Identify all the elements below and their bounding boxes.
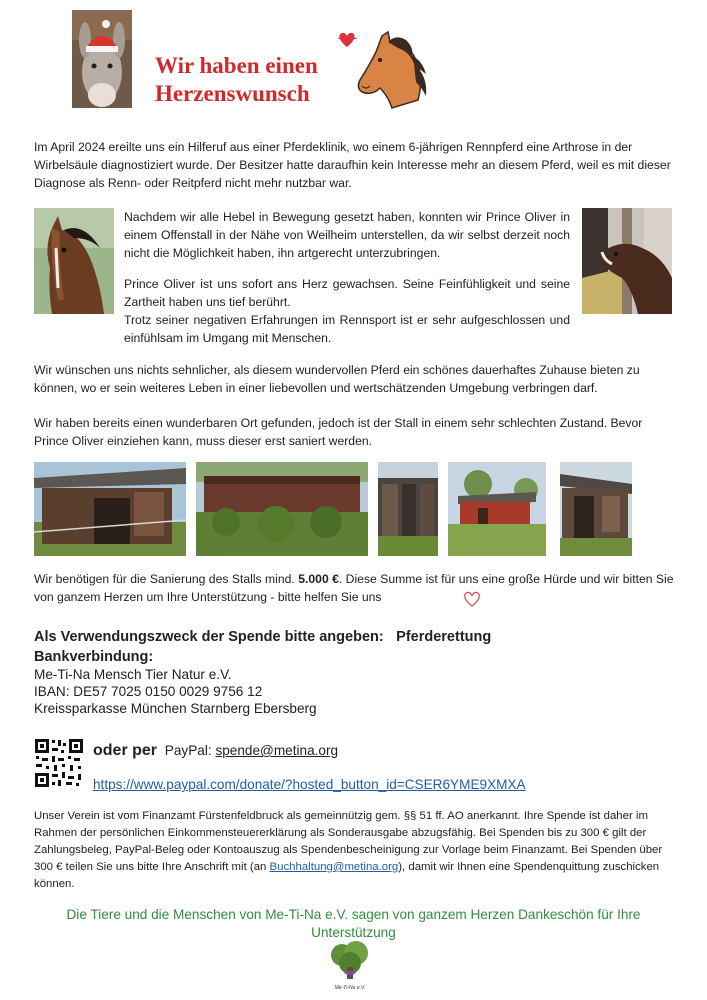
or-label: oder per — [93, 742, 158, 759]
intro-paragraph: Im April 2024 ereilte uns ein Hilferuf aus einer Pferdeklinik, wo einem 6-jährigen Rennpferd eine Arthrose in der Wirbelsäule diagnostiziert wurde. Der Besitzer hatte daraufhin kein Interesse mehr an diesem Pferd, weil es mit dieser Diagnose als Renn- oder Reitpferd nicht mehr nutzbar war. — [34, 140, 671, 190]
qr-code-icon[interactable] — [34, 738, 84, 788]
donkey-photo — [72, 10, 132, 108]
bank-iban: IBAN: DE57 7025 0150 0029 9756 12 — [34, 684, 263, 699]
thanks-text: Die Tiere und die Menschen von Me-Ti-Na e.V. sagen von ganzem Herzen Dankeschön für Ihre Unterstützung — [66, 907, 641, 940]
wish-paragraph: Wir wünschen uns nichts sehnlicher, als diesem wundervollen Pferd ein schönes dauerhaftes Zuhause bieten zu können, wo er sein weiteres Leben in einer liebevollen und wertschätzenden Umgebung verbringen darf. — [34, 363, 640, 395]
title-line-1: Wir haben einen — [155, 53, 318, 78]
purpose-value: Pferderettung — [396, 629, 492, 645]
stable-photo-5 — [560, 462, 632, 556]
stable-photo-1 — [34, 462, 186, 556]
middle-paragraph-1: Nachdem wir alle Hebel in Bewegung gesetzt haben, konnten wir Prince Oliver in einem Offenstall in der Nähe von Weilheim unterstellen, da wir selbst derzeit noch nicht die Möglichkeit haben, ihn artgerecht unterzubringen. — [124, 210, 570, 260]
tax-paragraph — [34, 808, 679, 893]
place-paragraph: Wir haben bereits einen wunderbaren Ort gefunden, jedoch ist der Stall in einem sehr schlechten Zustand. Bevor Prince Oliver einziehen kann, muss dieser erst saniert werden. — [34, 416, 643, 448]
tax-text-after: ), damit wir Ihnen eine Spendenquittung zuschicken können. — [34, 861, 660, 890]
bank-details — [34, 649, 317, 717]
paypal-email-link[interactable]: spende@metina.org — [215, 743, 339, 758]
title-line-2: Herzenswunsch — [155, 81, 310, 106]
heart-outline-icon — [462, 590, 482, 608]
donation-purpose — [34, 628, 674, 646]
stable-photo-3 — [378, 462, 438, 556]
logo-tree-icon — [326, 941, 374, 991]
paypal-line — [93, 742, 338, 760]
stable-photo-4 — [448, 462, 546, 556]
paypal-url-link[interactable]: https://www.paypal.com/donate/?hosted_button_id=CSER6YME9XMXA — [93, 777, 526, 792]
need-paragraph — [34, 570, 679, 606]
horse-photo-right — [582, 208, 672, 314]
middle-paragraph-2a: Prince Oliver ist uns sofort ans Herz gewachsen. Seine Feinfühligkeit und seine Zartheit haben uns tief berührt. — [124, 277, 570, 309]
bank-name: Kreissparkasse München Starnberg Ebersberg — [34, 701, 317, 716]
middle-paragraph-2b: Trotz seiner negativen Erfahrungen im Rennsport ist er sehr aufgeschlossen und einfühlsam im Umgang mit Menschen. — [124, 313, 570, 345]
horse-drawing-icon — [352, 30, 438, 114]
need-amount: 5.000 € — [298, 572, 339, 586]
need-text-after: . Diese Summe ist für uns eine große Hürde und wir bitten Sie von ganzem Herzen um Ihre Unterstützung - bitte helfen Sie uns — [34, 572, 674, 604]
need-text-before: Wir benötigen für die Sanierung des Stalls mind. — [34, 572, 299, 586]
logo-text: Me-Ti-Na e.V. — [334, 985, 366, 991]
paypal-label: PayPal: — [164, 743, 212, 758]
tax-text-before: Unser Verein ist vom Finanzamt Fürstenfeldbruck als gemeinnützig gem. §§ 51 ff. AO anerkannt. Ihre Spende ist daher im Rahmen der persönlichen Einkommensteuererklärung als Sonderausgabe abzugsfähig. Bei Spenden bis zu 300 € gilt der Zahlungsbeleg, PayPal-Beleg oder Kontoauszug als Spendenbescheinigung zur Vorlage beim Finanzamt. Bei Spenden über 300 € teilen Sie uns bitte Ihre Anschrift mit (an — [34, 810, 663, 873]
bank-org: Me-Ti-Na Mensch Tier Natur e.V. — [34, 667, 232, 682]
horse-photo-left — [34, 208, 114, 314]
accounting-email-link[interactable]: Buchhaltung@metina.org — [269, 861, 399, 873]
purpose-label: Als Verwendungszweck der Spende bitte angeben: — [34, 629, 384, 645]
bank-label: Bankverbindung: — [34, 649, 154, 665]
page-title — [155, 52, 318, 108]
stable-photo-2 — [196, 462, 368, 556]
